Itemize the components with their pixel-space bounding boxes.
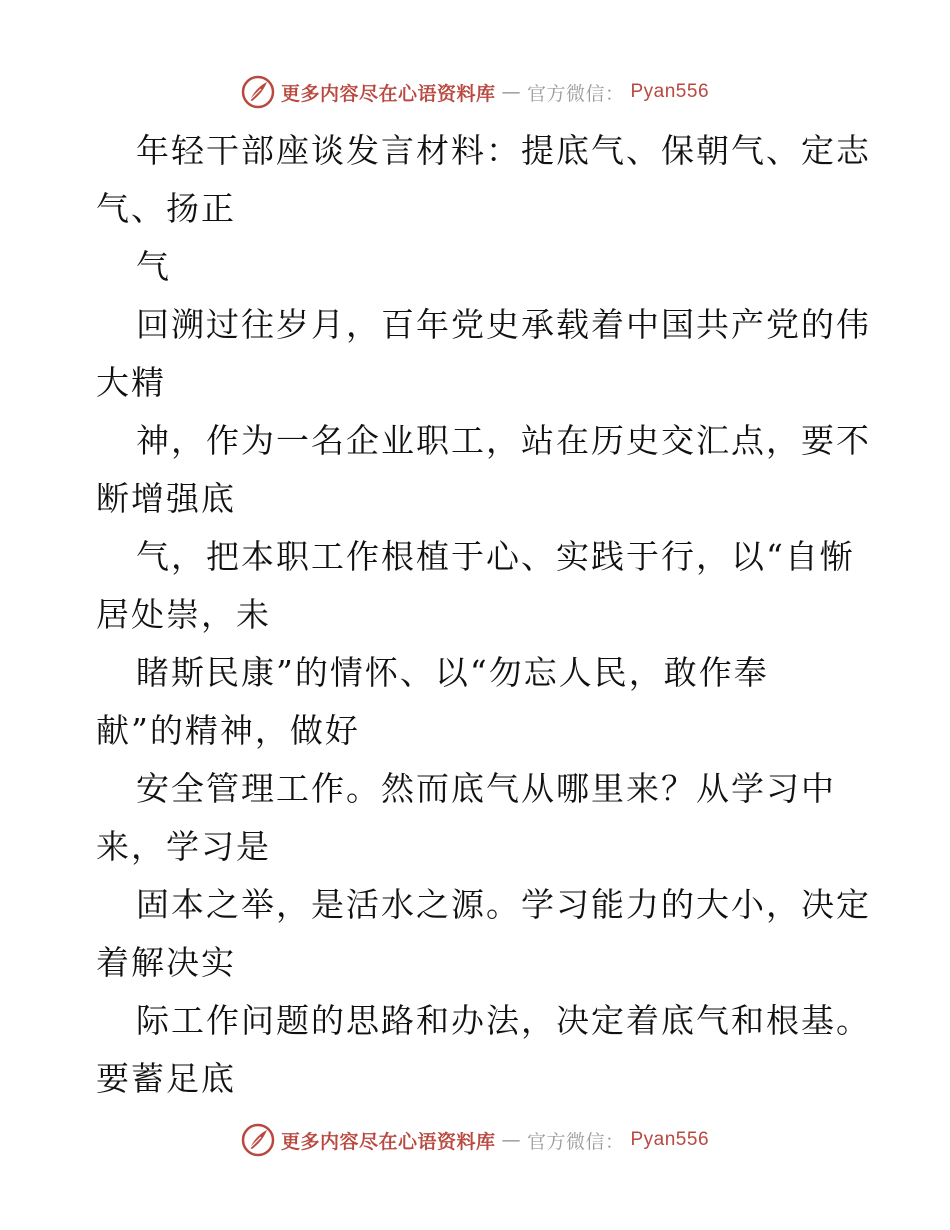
text-line: 回溯过往岁月，百年党史承载着中国共产党的伟 — [136, 305, 871, 344]
banner-wechat-label: 官方微信： — [526, 1130, 625, 1153]
banner-dash: — — [501, 81, 521, 103]
banner-wechat-label: 官方微信： — [526, 82, 625, 105]
text-line: 际工作问题的思路和办法，决定着底气和根基。 — [136, 1001, 871, 1040]
banner-wechat-id: Pyan556 — [630, 1129, 710, 1150]
banner-wechat-id: Pyan556 — [630, 81, 710, 102]
text-line: 献”的精神，做好 — [96, 711, 360, 750]
banner-main-text: 更多内容尽在心语资料库 — [280, 1130, 496, 1153]
text-line: 断增强底 — [96, 479, 236, 518]
document-body — [96, 122, 871, 1108]
text-line: 固本之举，是活水之源。学习能力的大小，决定 — [136, 885, 871, 924]
text-line: 气、扬正 — [96, 189, 236, 228]
banner-content — [241, 75, 709, 109]
feather-pen-logo-icon — [241, 75, 275, 109]
text-line: 居处崇，未 — [96, 595, 271, 634]
feather-pen-logo-icon — [241, 1123, 275, 1157]
banner-dash: — — [501, 1129, 521, 1151]
banner-content — [241, 1123, 709, 1157]
text-line: 安全管理工作。然而底气从哪里来？从学习中 — [136, 769, 836, 808]
text-line: 睹斯民康”的情怀、以“勿忘人民，敢作奉 — [136, 653, 769, 692]
text-line: 要蓄足底 — [96, 1059, 236, 1098]
text-line: 神，作为一名企业职工，站在历史交汇点，要不 — [136, 421, 871, 460]
banner-main-text: 更多内容尽在心语资料库 — [280, 82, 496, 105]
text-line: 气 — [136, 247, 171, 286]
header-banner — [0, 72, 950, 112]
text-line: 着解决实 — [96, 943, 236, 982]
text-line: 来，学习是 — [96, 827, 271, 866]
text-line: 年轻干部座谈发言材料：提底气、保朝气、定志 — [136, 131, 871, 170]
footer-banner — [0, 1120, 950, 1160]
text-line: 气，把本职工作根植于心、实践于行，以“自惭 — [136, 537, 855, 576]
text-line: 大精 — [96, 363, 166, 402]
